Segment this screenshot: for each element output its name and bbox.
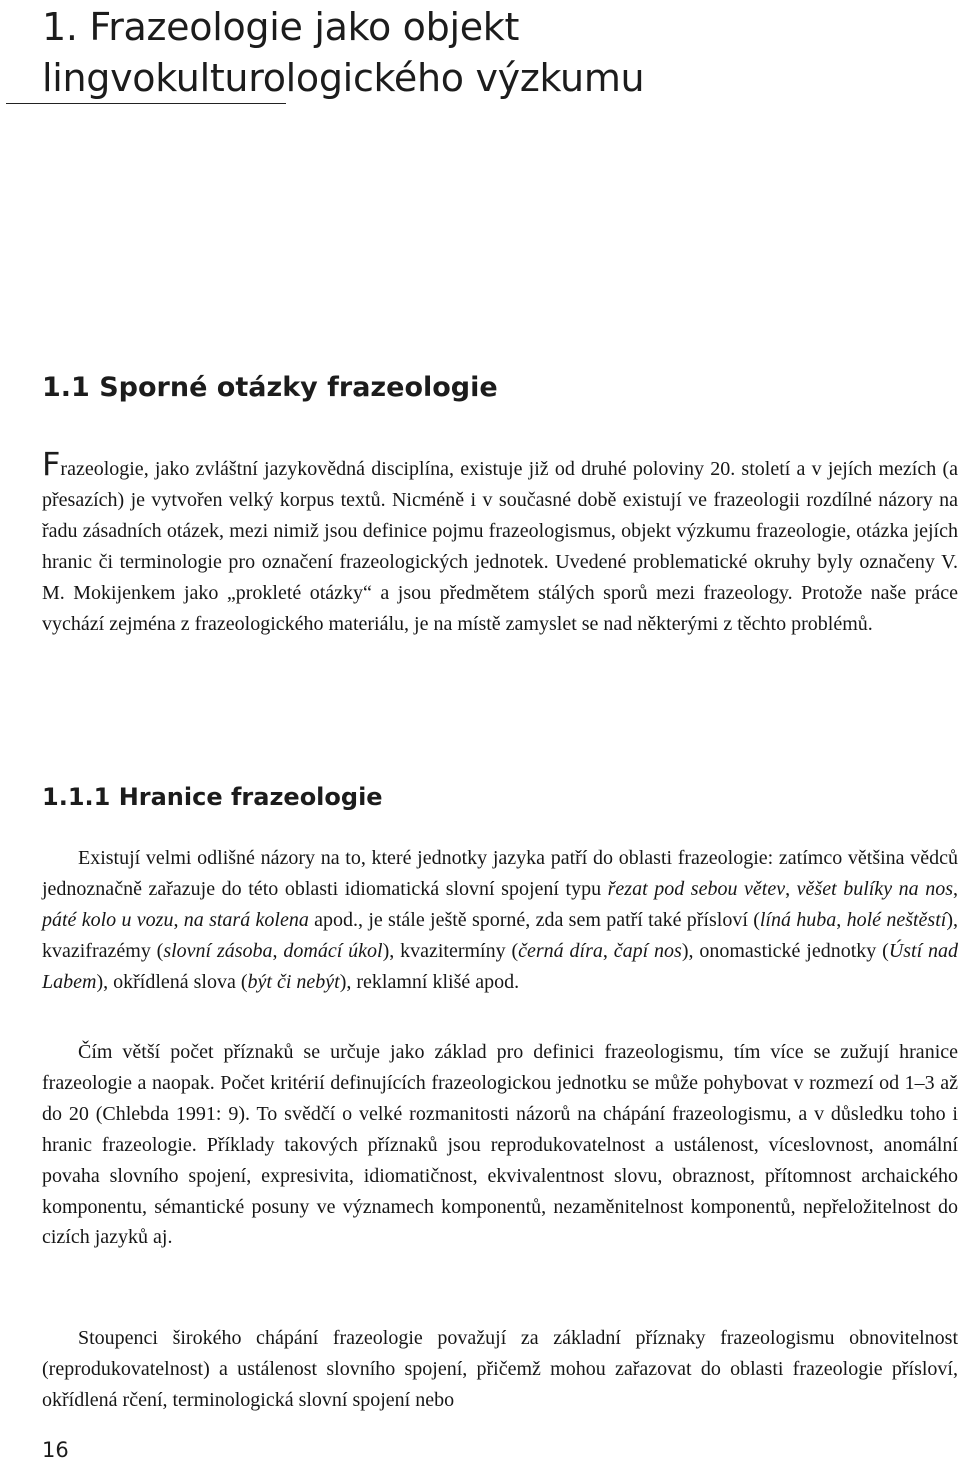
example-phrase: holé neštěstí — [846, 908, 947, 931]
example-phrase: líná huba — [759, 908, 837, 931]
example-phrase: být či nebýt — [247, 970, 340, 993]
subsection-heading: 1.1.1 Hranice frazeologie — [42, 783, 383, 811]
text-run: , — [836, 908, 847, 931]
example-phrase: černá díra — [518, 939, 603, 962]
intro-paragraph-text: razeologie, jako zvláštní jazykovědná disciplína, existuje již od druhé poloviny 20. století a v jejích mezích (a přesazích) je vytvořen velký korpus textů. Nicméně i v současné době existují ve frazeologii rozdílné názory na řadu zásadních otázek, mezi nimiž jsou definice pojmu frazeologismus, objekt výzkumu frazeologie, otázka jejích hranic či terminologie pro označení frazeologických jednotek. Uvedené problematické okruhy byly označeny V. M. Mokijenkem jako „prokleté otázky“ a jsou předmětem stálých sporů mezi frazeology. Protože naše práce vychází zejména z frazeologického materiálu, je na místě zamyslet se nad některými z těchto problémů. — [42, 458, 958, 635]
text-run: , — [272, 939, 284, 962]
chapter-title-line2: lingvokulturologického výzkumu — [42, 56, 645, 100]
example-phrase: Ústí nad Labem — [42, 939, 959, 993]
text-run: ), reklamní klišé apod. — [339, 970, 520, 993]
page-number: 16 — [42, 1438, 69, 1462]
text-run: apod., je stále ještě sporné, zda sem patří také přísloví ( — [308, 908, 760, 931]
text-run: , — [173, 908, 184, 931]
text-run: Existují velmi odlišné názory na to, které jednotky jazyka patří do oblasti frazeologie: zatímco většina vědců jednoznačně zařazuje do této oblasti idiomatická slovní spojení typu — [42, 847, 958, 900]
paragraph-hranice — [42, 843, 958, 998]
text-run: , — [785, 877, 797, 900]
example-phrase: páté kolo u vozu — [42, 908, 174, 931]
paragraph-kriteria: Čím větší počet příznaků se určuje jako základ pro definici frazeologismu, tím více se zužují hranice frazeologie a naopak. Počet kritérií definujících frazeologickou jednotku se může pohybovat v rozmezí od 1–3 až do 20 (Chlebda 1991: 9). To svědčí o velké rozmanitosti názorů na chápání frazeologismu, a v důsledku toho i hranic frazeologie. Příklady takových příznaků jsou reprodukovatelnost a ustálenost, víceslovnost, anomální povaha slovního spojení, expresivita, idiomatičnost, ekvivalentnost slovu, obraznost, přítomnost archaického komponentu, sémantické posuny ve významech komponentů, nezaměnitelnost komponentů, nepřeložitelnost do cizích jazyků aj. — [42, 1041, 958, 1249]
example-phrase: domácí úkol — [283, 939, 383, 962]
chapter-title-line1: 1. Frazeologie jako objekt — [42, 5, 520, 49]
chapter-title — [42, 2, 842, 104]
example-phrase: čapí nos — [613, 939, 682, 962]
section-heading: 1.1 Sporné otázky frazeologie — [42, 372, 498, 403]
example-phrase: věšet bulíky na nos — [796, 877, 953, 900]
example-phrase: na stará kolena — [183, 908, 309, 931]
text-run: ), kvazitermíny ( — [382, 939, 519, 962]
text-run: , — [602, 939, 614, 962]
paragraph-siroke-chapani: Stoupenci širokého chápání frazeologie považují za základní příznaky frazeologismu obnovitelnost (reprodukovatelnost) a ustálenost slovního spojení, přičemž mohou zařazovat do oblasti frazeologie přísloví, okřídlená rčení, terminologická slovní spojení nebo — [42, 1327, 958, 1411]
drop-cap: F — [42, 445, 61, 483]
chapter-title-rule — [6, 103, 286, 104]
intro-paragraph — [42, 445, 958, 639]
text-run: ), kvazifrazémy ( — [42, 908, 958, 962]
text-run: ), okřídlená slova ( — [96, 970, 248, 993]
example-phrase: slovní zásoba — [163, 939, 273, 962]
example-phrase: řezat pod sebou větev — [607, 877, 786, 900]
text-run: ), onomastické jednotky ( — [681, 939, 889, 962]
text-run: , — [953, 877, 958, 900]
